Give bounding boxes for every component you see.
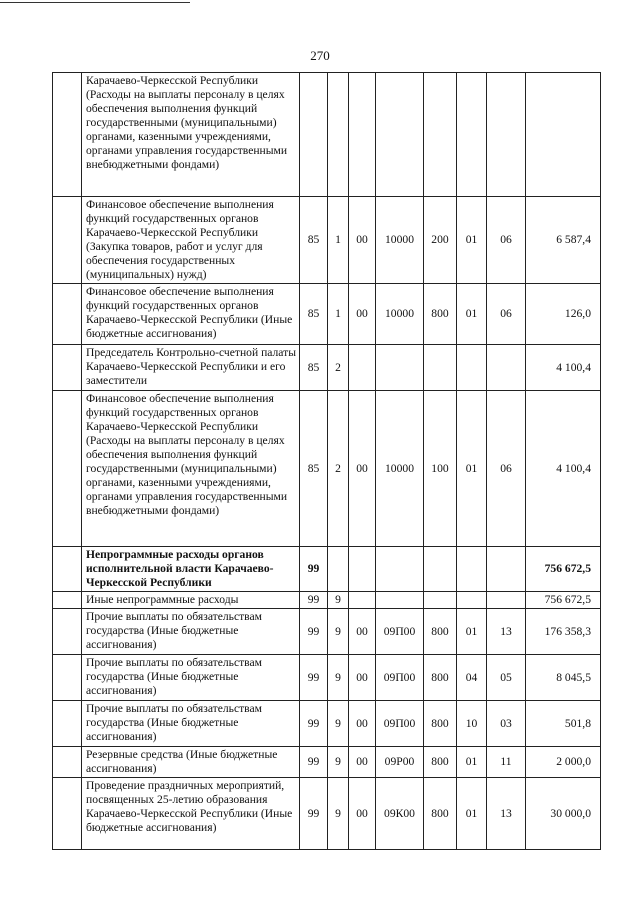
section-code-cell: 99 — [300, 547, 328, 592]
subchapter-cell: 06 — [487, 391, 526, 547]
group-code-cell: 00 — [349, 747, 376, 778]
group-code-cell — [349, 73, 376, 197]
chapter-cell: 01 — [457, 778, 487, 850]
amount-cell: 6 587,4 — [526, 197, 601, 284]
table-row — [53, 747, 601, 778]
expense-type-cell: 200 — [424, 197, 457, 284]
table-row — [53, 197, 601, 284]
expense-type-cell: 100 — [424, 391, 457, 547]
chapter-cell — [457, 345, 487, 391]
amount-cell: 30 000,0 — [526, 778, 601, 850]
target-code-cell: 09П00 — [376, 655, 424, 701]
expense-type-cell — [424, 345, 457, 391]
row-number-cell — [53, 73, 82, 197]
row-number-cell — [53, 747, 82, 778]
subsection-code-cell: 2 — [328, 391, 349, 547]
expense-type-cell: 800 — [424, 609, 457, 655]
group-code-cell: 00 — [349, 197, 376, 284]
expense-description: Прочие выплаты по обязательствам государства (Иные бюджетные ассигнования) — [82, 609, 300, 655]
amount-cell: 8 045,5 — [526, 655, 601, 701]
table-row — [53, 655, 601, 701]
subsection-code-cell: 9 — [328, 592, 349, 609]
target-code-cell: 10000 — [376, 197, 424, 284]
expense-description: Финансовое обеспечение выполнения функций государственных органов Карачаево-Черкесской Республики (Закупка товаров, работ и услуг для обеспечения государственных (муниципальных) нужд) — [82, 197, 300, 284]
group-code-cell — [349, 592, 376, 609]
subsection-code-cell: 9 — [328, 778, 349, 850]
table-row — [53, 701, 601, 747]
subchapter-cell: 03 — [487, 701, 526, 747]
row-number-cell — [53, 778, 82, 850]
expense-type-cell: 800 — [424, 778, 457, 850]
target-code-cell: 10000 — [376, 391, 424, 547]
subsection-code-cell — [328, 547, 349, 592]
expense-description: Карачаево-Черкесской Республики (Расходы на выплаты персоналу в целях обеспечения выполнения функций государственными (муниципальными) органами, казенными учреждениями, органами управления государственными внебюджетными фондами) — [82, 73, 300, 197]
chapter-cell: 01 — [457, 609, 487, 655]
expense-description: Непрограммные расходы органов исполнительной власти Карачаево-Черкесской Республики — [82, 547, 300, 592]
table-row — [53, 778, 601, 850]
table-row — [53, 391, 601, 547]
row-number-cell — [53, 592, 82, 609]
amount-cell: 2 000,0 — [526, 747, 601, 778]
target-code-cell: 09П00 — [376, 701, 424, 747]
section-code-cell: 85 — [300, 284, 328, 345]
expense-type-cell: 800 — [424, 655, 457, 701]
target-code-cell: 09П00 — [376, 609, 424, 655]
budget-table — [52, 72, 601, 850]
group-code-cell: 00 — [349, 284, 376, 345]
target-code-cell: 09Р00 — [376, 747, 424, 778]
section-code-cell — [300, 73, 328, 197]
subsection-code-cell: 2 — [328, 345, 349, 391]
chapter-cell: 01 — [457, 391, 487, 547]
row-number-cell — [53, 701, 82, 747]
subchapter-cell — [487, 547, 526, 592]
chapter-cell: 04 — [457, 655, 487, 701]
group-code-cell — [349, 345, 376, 391]
row-number-cell — [53, 609, 82, 655]
subchapter-cell: 06 — [487, 197, 526, 284]
subsection-code-cell: 1 — [328, 284, 349, 345]
table-row — [53, 592, 601, 609]
subchapter-cell: 06 — [487, 284, 526, 345]
amount-cell: 756 672,5 — [526, 592, 601, 609]
expense-type-cell — [424, 547, 457, 592]
chapter-cell — [457, 73, 487, 197]
expense-description: Резервные средства (Иные бюджетные ассигнования) — [82, 747, 300, 778]
target-code-cell: 10000 — [376, 284, 424, 345]
section-code-cell: 99 — [300, 747, 328, 778]
subchapter-cell: 13 — [487, 778, 526, 850]
section-code-cell: 85 — [300, 197, 328, 284]
section-code-cell: 99 — [300, 609, 328, 655]
amount-cell: 756 672,5 — [526, 547, 601, 592]
subchapter-cell: 05 — [487, 655, 526, 701]
table-row — [53, 345, 601, 391]
chapter-cell: 01 — [457, 284, 487, 345]
chapter-cell: 01 — [457, 747, 487, 778]
row-number-cell — [53, 655, 82, 701]
target-code-cell: 09К00 — [376, 778, 424, 850]
subsection-code-cell — [328, 73, 349, 197]
expense-type-cell — [424, 73, 457, 197]
subchapter-cell: 11 — [487, 747, 526, 778]
subchapter-cell — [487, 73, 526, 197]
amount-cell: 4 100,4 — [526, 345, 601, 391]
amount-cell: 501,8 — [526, 701, 601, 747]
table-row — [53, 284, 601, 345]
group-code-cell: 00 — [349, 701, 376, 747]
expense-type-cell: 800 — [424, 284, 457, 345]
table-row — [53, 609, 601, 655]
section-code-cell: 85 — [300, 391, 328, 547]
chapter-cell: 01 — [457, 197, 487, 284]
expense-description: Финансовое обеспечение выполнения функций государственных органов Карачаево-Черкесской Республики (Иные бюджетные ассигнования) — [82, 284, 300, 345]
target-code-cell — [376, 73, 424, 197]
subchapter-cell — [487, 592, 526, 609]
expense-description: Прочие выплаты по обязательствам государства (Иные бюджетные ассигнования) — [82, 655, 300, 701]
subchapter-cell — [487, 345, 526, 391]
amount-cell: 176 358,3 — [526, 609, 601, 655]
expense-type-cell: 800 — [424, 701, 457, 747]
subsection-code-cell: 9 — [328, 747, 349, 778]
chapter-cell: 10 — [457, 701, 487, 747]
table-row — [53, 547, 601, 592]
row-number-cell — [53, 197, 82, 284]
subchapter-cell: 13 — [487, 609, 526, 655]
section-code-cell: 99 — [300, 778, 328, 850]
expense-type-cell — [424, 592, 457, 609]
expense-description: Финансовое обеспечение выполнения функций государственных органов Карачаево-Черкесской Республики (Расходы на выплаты персоналу в целях обеспечения выполнения функций государственными (муниципальными) органами, казенными учреждениями, органами управления государственными внебюджетными фондами) — [82, 391, 300, 547]
expense-description: Проведение праздничных мероприятий, посвященных 25-летию образования Карачаево-Черкесской Республики (Иные бюджетные ассигнования) — [82, 778, 300, 850]
chapter-cell — [457, 547, 487, 592]
section-code-cell: 99 — [300, 701, 328, 747]
top-rule — [0, 2, 190, 3]
group-code-cell: 00 — [349, 778, 376, 850]
row-number-cell — [53, 345, 82, 391]
group-code-cell: 00 — [349, 655, 376, 701]
section-code-cell: 85 — [300, 345, 328, 391]
expense-description: Иные непрограммные расходы — [82, 592, 300, 609]
expense-type-cell: 800 — [424, 747, 457, 778]
amount-cell — [526, 73, 601, 197]
table-row — [53, 73, 601, 197]
section-code-cell: 99 — [300, 592, 328, 609]
expense-description: Председатель Контрольно-счетной палаты Карачаево-Черкесской Республики и его заместители — [82, 345, 300, 391]
target-code-cell — [376, 592, 424, 609]
page-number: 270 — [310, 48, 330, 63]
group-code-cell: 00 — [349, 391, 376, 547]
target-code-cell — [376, 547, 424, 592]
group-code-cell: 00 — [349, 609, 376, 655]
chapter-cell — [457, 592, 487, 609]
subsection-code-cell: 1 — [328, 197, 349, 284]
amount-cell: 4 100,4 — [526, 391, 601, 547]
row-number-cell — [53, 547, 82, 592]
subsection-code-cell: 9 — [328, 701, 349, 747]
expense-description: Прочие выплаты по обязательствам государства (Иные бюджетные ассигнования) — [82, 701, 300, 747]
section-code-cell: 99 — [300, 655, 328, 701]
subsection-code-cell: 9 — [328, 609, 349, 655]
target-code-cell — [376, 345, 424, 391]
row-number-cell — [53, 284, 82, 345]
amount-cell: 126,0 — [526, 284, 601, 345]
row-number-cell — [53, 391, 82, 547]
group-code-cell — [349, 547, 376, 592]
subsection-code-cell: 9 — [328, 655, 349, 701]
